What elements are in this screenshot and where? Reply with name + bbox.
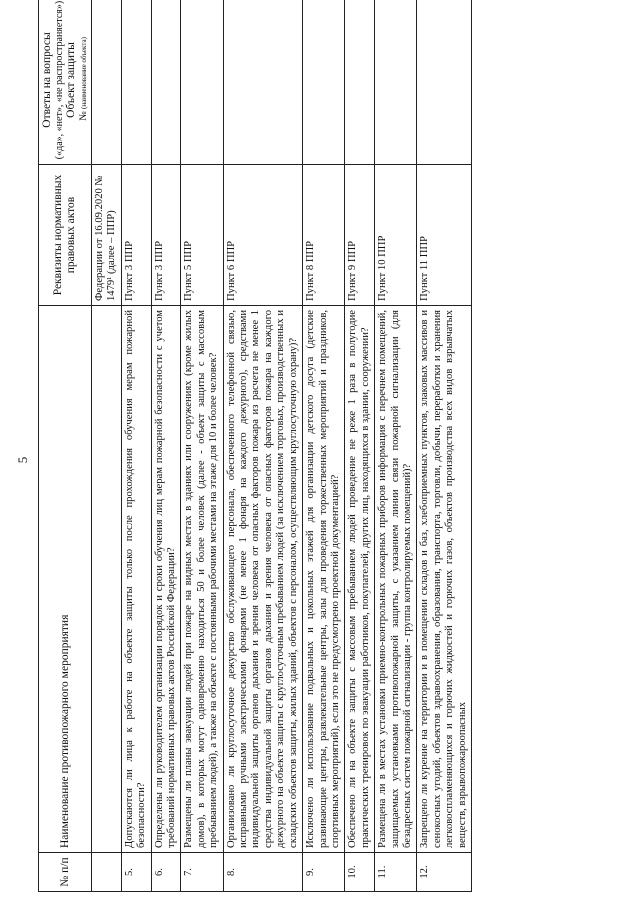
row-req: Пункт 6 ППР	[223, 165, 302, 306]
row-num: 12.	[417, 853, 472, 892]
row-req: Пункт 3 ППР	[151, 165, 181, 306]
header-object-name: (наименование объекта)	[80, 37, 88, 109]
row-req: Пункт 11 ППР	[417, 165, 472, 306]
header-answers-hint: («да», «нет», «не распространяется»)	[54, 0, 65, 160]
row-name: Размещена ли в местах установки приемно-контрольных пожарных приборов информация с перечнем помещений, защищаемых установками противопожарной защиты, с указанием линии связи пожарной сигнализации (для безадресных систем пожарной сигнализации - группа контролируемых помещений)?	[375, 306, 417, 853]
row-name: Обеспечено ли на объекте защиты с массовым пребыванием людей проведение не реже 1 раза в полугодие практических тренировок по эвакуации работников, покупателей, других лиц, находящихся в здании, сооружении?	[345, 306, 375, 853]
header-answers-title: Ответы на вопросы	[41, 32, 53, 128]
row-num: 7.	[181, 853, 223, 892]
row-req: Пункт 10 ППР	[375, 165, 417, 306]
checklist-table-rotated	[38, 0, 608, 892]
header-object-no: №	[78, 111, 89, 121]
row-answer	[303, 0, 345, 165]
row-answer	[417, 0, 472, 165]
continuation-requisites: Федерации от 16.09.2020 № 1479¹ (далее – ППР)	[92, 165, 122, 306]
row-answer	[181, 0, 223, 165]
table-row	[345, 0, 375, 892]
table-row	[223, 0, 302, 892]
row-name: Исключено ли использование подвальных и цокольных этажей для организации детского досуга (детские развивающие центры, развлекательные центры, залы для проведения торжественных мероприятий и праздников, спортивных мероприятий), если это не предусмотрено проектной документацией?	[303, 306, 345, 853]
row-num: 10.	[345, 853, 375, 892]
header-object-line	[78, 0, 89, 160]
row-name: Допускаются ли лица к работе на объекте защиты только после прохождения обучения мерам пожарной безопасности?	[121, 306, 151, 853]
row-num: 6.	[151, 853, 181, 892]
header-object-title: Объект защиты	[65, 42, 77, 118]
row-num: 5.	[121, 853, 151, 892]
table-row	[375, 0, 417, 892]
table-row	[181, 0, 223, 892]
row-num: 9.	[303, 853, 345, 892]
header-answers	[39, 0, 92, 165]
row-answer	[345, 0, 375, 165]
table-row	[417, 0, 472, 892]
row-req: Пункт 5 ППР	[181, 165, 223, 306]
row-req: Пункт 9 ППР	[345, 165, 375, 306]
row-req: Пункт 8 ППР	[303, 165, 345, 306]
row-num: 8.	[223, 853, 302, 892]
row-answer	[375, 0, 417, 165]
row-answer	[151, 0, 181, 165]
header-num: № п/п	[39, 853, 92, 892]
row-name: Запрещено ли курение на территории и в помещении складов и баз, хлебоприемных пунктов, злаковых массивов и сенокосных угодий, объектов здравоохранения, образования, транспорта, торговли, добычи, переработки и хранения легковоспламеняющихся и горючих жидкостей и горючих газов, объектов производства всех видов взрывчатых веществ, взрывопожароопасных	[417, 306, 472, 853]
table-row	[303, 0, 345, 892]
table-row	[121, 0, 151, 892]
header-name: Наименование противопожарного мероприятия	[39, 306, 92, 853]
header-requisites: Реквизиты нормативных правовых актов	[39, 165, 92, 306]
table-row	[92, 0, 122, 892]
row-name: Определены ли руководителем организации порядок и сроки обучения лиц мерам пожарной безопасности с учетом требований нормативных правовых актов Российской Федерации?	[151, 306, 181, 853]
row-name: Организовано ли круглосуточное дежурство обслуживающего персонала, обеспеченного телефонной связью, исправными ручными электрическими фонарями (не менее 1 фонаря на каждого дежурного), средствами индивидуальной защиты органов дыхания и зрения человека от опасных факторов пожара из расчета не менее 1 средства индивидуальной защиты органов дыхания и зрения человека от опасных факторов пожара на каждого дежурного на объекте защиты с круглосуточным пребыванием людей (за исключением торговых, производственных и складских объектов защиты, жилых зданий, объектов с персоналом, осуществляющим круглосуточную охрану)?	[223, 306, 302, 853]
row-answer	[223, 0, 302, 165]
table-row	[151, 0, 181, 892]
row-name: Размещены ли планы эвакуации людей при пожаре на видных местах в зданиях или сооружениях (кроме жилых домов), в которых могут одновременно находиться 50 и более человек (далее - объект защиты с массовым пребыванием людей), а также на объекте с постоянными рабочими местами на этаже для 10 и более человек?	[181, 306, 223, 853]
page-number: 5	[15, 456, 30, 464]
checklist-table	[38, 0, 472, 892]
row-req: Пункт 3 ППР	[121, 165, 151, 306]
row-num: 11.	[375, 853, 417, 892]
row-answer	[121, 0, 151, 165]
